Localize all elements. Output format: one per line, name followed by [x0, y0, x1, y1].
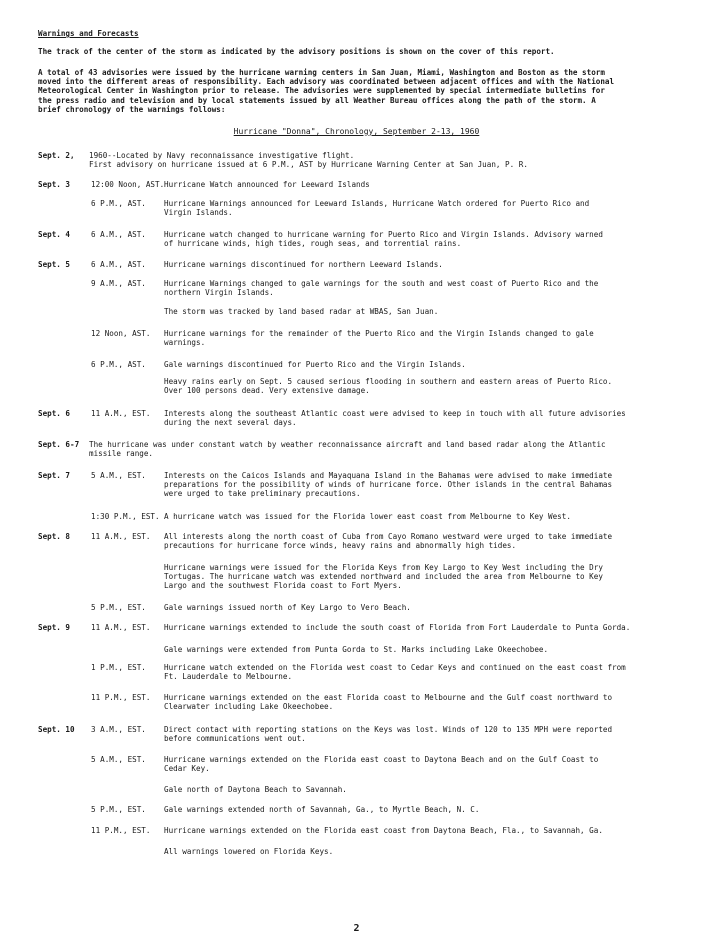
entry-time: 1:30 P.M., EST. [91, 512, 160, 521]
entry-date: Sept. 5 [38, 260, 71, 269]
entry-date: Sept. 10 [38, 725, 75, 734]
entry-date: Sept. 4 [38, 230, 71, 239]
summary-paragraph: A total of 43 advisories were issued by the hurricane warning centers in San Juan, Miami, Washington and Boston as the storm moved into the different areas of responsibility. Each advisory was coordinated between adjacent offices and with the National Meteorological Center in Washington prior to release. The advisories were supplemented by special intermediate bulletins for the press radio and television and by local statements issued by all Weather Bureau offices along the path of the storm. A brief chronology of the warnings follows: [38, 68, 615, 114]
entry-time: 5 A.M., EST. [91, 755, 146, 764]
entry-date: Sept. 3 [38, 180, 71, 189]
chronology-note: The storm was tracked by land based radar at WBAS, San Juan. [164, 307, 439, 316]
entry-text: Hurricane warnings discontinued for northern Leeward Islands. [164, 260, 443, 269]
chronology-note: Hurricane warnings were issued for the Florida Keys from Key Largo to Key West including the Dry Tortugas. The hurricane watch was extended northward and included the area from Melbourne to Key Largo and the southwest Florida coast to Fort Myers. [164, 563, 603, 591]
entry-date: Sept. 8 [38, 532, 71, 541]
entry-text: Hurricane warnings extended on the Florida east coast to Daytona Beach and on the Gulf Coast to Cedar Key. [164, 755, 599, 774]
entry-time: 6 A.M., AST. [91, 230, 146, 239]
entry-time: 9 A.M., AST. [91, 279, 146, 288]
entry-date: Sept. 6 [38, 409, 71, 418]
entry-time: 11 A.M., EST. [91, 409, 151, 418]
entry-text: A hurricane watch was issued for the Florida lower east coast from Melbourne to Key West. [164, 512, 571, 521]
entry-text: Gale warnings discontinued for Puerto Rico and the Virgin Islands. [164, 360, 466, 369]
entry-date: Sept. 9 [38, 623, 71, 632]
entry-text: Hurricane Warnings changed to gale warnings for the south and west coast of Puerto Rico and the northern Virgin Islands. [164, 279, 599, 298]
entry-text: Interests along the southeast Atlantic coast were advised to keep in touch with all future advisories during the next several days. [164, 409, 626, 428]
entry-text: Interests on the Caicos Islands and Mayaquana Island in the Bahamas were advised to make immediate preparations for the possibility of winds of hurricane force. Other islands in the central Bahamas were urged to take preliminary precautions. [164, 471, 613, 499]
entry-time: 11 P.M., EST. [91, 693, 151, 702]
entry-time: 11 A.M., EST. [91, 623, 151, 632]
section-heading: Warnings and Forecasts [38, 29, 139, 38]
entry-text: Hurricane warnings extended on the east Florida coast to Melbourne and the Gulf coast northward to Clearwater including Lake Okeechobee. [164, 693, 613, 712]
intro-paragraph: The track of the center of the storm as indicated by the advisory positions is shown on the cover of this report. [38, 47, 555, 56]
entry-time: 1 P.M., EST. [91, 663, 146, 672]
chronology-note: Gale north of Daytona Beach to Savannah. [164, 785, 347, 794]
entry-time: 5 P.M., EST. [91, 805, 146, 814]
entry-time: 5 A.M., EST. [91, 471, 146, 480]
chronology-title: Hurricane "Donna", Chronology, September 2-13, 1960 [233, 127, 480, 136]
entry-text: Hurricane Warnings announced for Leeward Islands, Hurricane Watch ordered for Puerto Rico and Virgin Islands. [164, 199, 590, 218]
entry-time: 12 Noon, AST. [91, 329, 151, 338]
entry-text: Direct contact with reporting stations on the Keys was lost. Winds of 120 to 135 MPH were reported before communications went out. [164, 725, 613, 744]
entry-text: Hurricane warnings extended to include the south coast of Florida from Fort Lauderdale to Punta Gorda. [164, 623, 631, 632]
chronology-note: All warnings lowered on Florida Keys. [164, 847, 334, 856]
entry-date: Sept. 6-7 [38, 440, 80, 449]
entry-text: Hurricane Watch announced for Leeward Islands [164, 180, 370, 189]
entry-time: 6 P.M., AST. [91, 199, 146, 208]
entry-text: 1960--Located by Navy reconnaissance investigative flight. First advisory on hurricane issued at 6 P.M., AST by Hurricane Warning Center at San Juan, P. R. [89, 151, 528, 170]
entry-time: 5 P.M., EST. [91, 603, 146, 612]
entry-text: Gale warnings extended north of Savannah, Ga., to Myrtle Beach, N. C. [164, 805, 480, 814]
page-number: 2 [353, 923, 360, 934]
entry-text: Gale warnings issued north of Key Largo to Vero Beach. [164, 603, 411, 612]
entry-time: 6 P.M., AST. [91, 360, 146, 369]
chronology-note: Heavy rains early on Sept. 5 caused serious flooding in southern and eastern areas of Puerto Rico. Over 100 persons dead. Very extensive damage. [164, 377, 613, 396]
entry-time: 6 A.M., AST. [91, 260, 146, 269]
entry-time: 12:00 Noon, AST. [91, 180, 165, 189]
entry-text: The hurricane was under constant watch by weather reconnaissance aircraft and land based radar along the Atlantic missile range. [89, 440, 606, 459]
entry-date: Sept. 7 [38, 471, 71, 480]
entry-time: 11 P.M., EST. [91, 826, 151, 835]
chronology-note: Gale warnings were extended from Punta Gorda to St. Marks including Lake Okeechobee. [164, 645, 549, 654]
entry-time: 3 A.M., EST. [91, 725, 146, 734]
entry-text: All interests along the north coast of Cuba from Cayo Romano westward were urged to take immediate precautions for hurricane force winds, heavy rains and abnormally high tides. [164, 532, 613, 551]
entry-text: Hurricane warnings for the remainder of the Puerto Rico and the Virgin Islands changed to gale warnings. [164, 329, 594, 348]
entry-time: 11 A.M., EST. [91, 532, 151, 541]
entry-text: Hurricane watch extended on the Florida west coast to Cedar Keys and continued on the east coast from Ft. Lauderdale to Melbourne. [164, 663, 626, 682]
entry-date: Sept. 2, [38, 151, 75, 160]
entry-text: Hurricane watch changed to hurricane warning for Puerto Rico and Virgin Islands. Advisory warned of hurricane winds, high tides, rough seas, and torrential rains. [164, 230, 603, 249]
entry-text: Hurricane warnings extended on the Florida east coast from Daytona Beach, Fla., to Savannah, Ga. [164, 826, 603, 835]
